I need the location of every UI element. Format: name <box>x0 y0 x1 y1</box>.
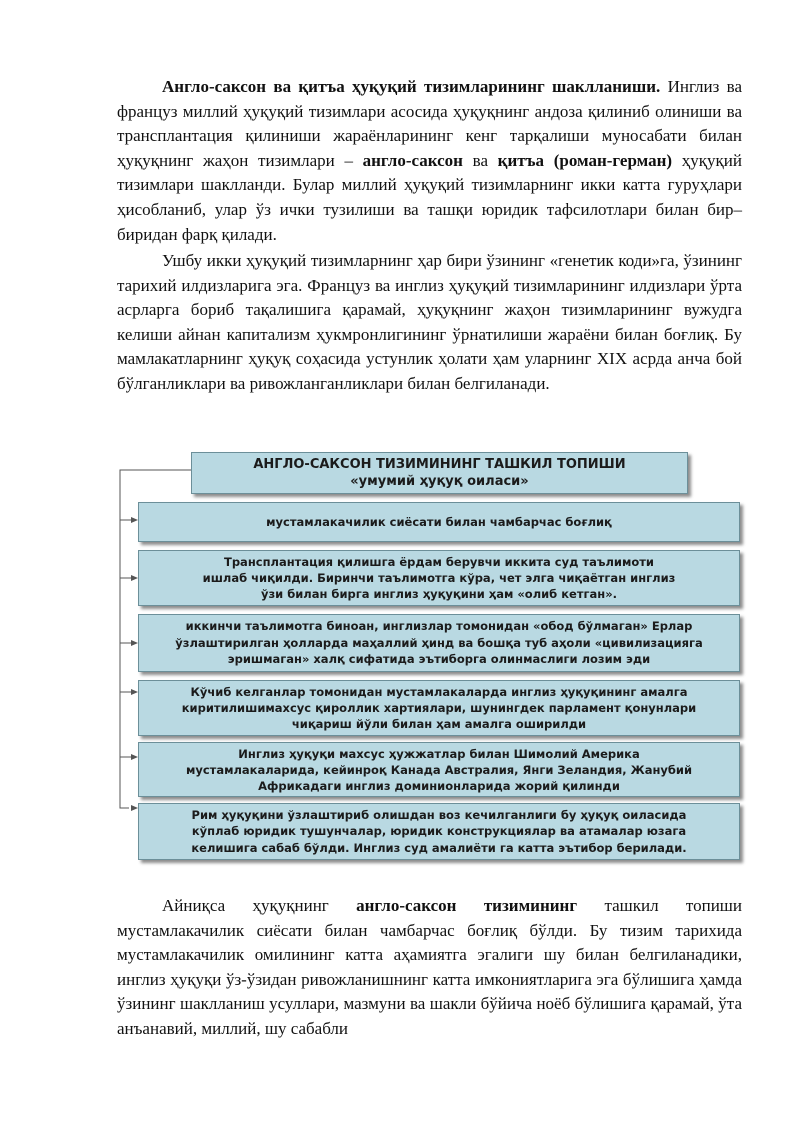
paragraph-colonial <box>117 894 742 1042</box>
bold-term: англо-саксон <box>362 150 463 170</box>
paragraph-text: Ушбу икки ҳуқуқий тизимларнинг ҳар бири ўзининг «генетик коди»га, ўзининг тарихий илдизларига эга. Француз ва инглиз ҳуқуқий тизимларининг илдизлари ўрта асрларга бориб тақалишига қарамай, ҳуқуқнинг жаҳон тизимларининг вужудга келиши айнан капитализм ҳукмронлигининг ўрнатилиши жараёни билан боғлиқ. Бу мамлакатларнинг ҳуқуқ соҳасида устунлик ҳолати ҳам уларнинг XIX асрда анча бой бўлганликлари ва ривожланганликлари билан белгиланади. <box>117 251 742 393</box>
diagram-box: Трансплантация қилишга ёрдам берувчи иккита суд таълимоти ишлаб чиқилди. Биринчи таълимотга кўра, чет элга чиқаётган инглиз ўзи билан бирга инглиз ҳуқуқини ҳам «олиб кетган». <box>138 550 740 606</box>
arrow-head <box>131 640 138 646</box>
diagram-box: иккинчи таълимотга биноан, инглизлар томонидан «обод бўлмаган» Ерлар ўзлаштирилган ҳолларда маҳаллий ҳинд ва бошқа туб аҳоли «цивилизацияга эришмаган» халқ сифатида эътиборга олинмаслиги лозим эди <box>138 614 740 672</box>
bold-term: англо-саксон тизимининг <box>356 896 578 915</box>
arrow-head <box>131 517 138 523</box>
diagram-box: Кўчиб келганлар томонидан мустамлакаларда инглиз ҳуқуқининг амалга киритилишимахсус қироллик хартиялари, шунингдек парламент қонунлари чиқариш йўли билан ҳам амалга оширилди <box>138 680 740 736</box>
arrow-head <box>131 805 138 811</box>
section-heading: Англо-саксон ва қитъа ҳуқуқий тизимларининг шаклланиши. <box>162 77 661 96</box>
diagram-title-box: АНГЛО-САКСОН ТИЗИМИНИНГ ТАШКИЛ ТОПИШИ «умумий ҳуқуқ оиласи» <box>191 452 688 494</box>
paragraph-text: ҳуқуқий тизимлари шаклланди. Булар миллий ҳуқуқий тизимларнинг икки катта гуруҳлари ҳисобланиб, улар ўз ички тузилиши ва ташқи юридик тафсилотлари билан бир– биридан фарқ қилади. <box>117 150 742 244</box>
paragraph-text: Айниқса ҳуқуқнинг <box>162 896 357 915</box>
paragraph-text: ва <box>462 150 498 170</box>
paragraph-text: ташкил топиши мустамлакачилик сиёсати билан чамбарчас боғлиқ бўлди. Бу тизим тарихида мустамлакачилик омилининг катта аҳамиятга эгалиги шу билан белгиланадики, инглиз ҳуқуқи ўз-ўзидан ривожланишнинг катта имкониятларига эга бўлишига ҳамда ўзининг шаклланиш усуллари, мазмуни ва шакли бўйича ноёб бўлишига қарамай, ўта анъанавий, миллий, шу сабабли <box>117 896 742 1038</box>
arrow-head <box>131 689 138 695</box>
arrow-head <box>131 575 138 581</box>
diagram-box: Рим ҳуқуқини ўзлаштириб олишдан воз кечилганлиги бу ҳуқуқ оиласида кўплаб юридик тушунчалар, юридик конструкциялар ва атамалар юзага келишига сабаб бўлди. Инглиз суд амалиёти га катта эътибор берилади. <box>138 803 740 860</box>
arrow-head <box>131 754 138 760</box>
diagram-box: мустамлакачилик сиёсати билан чамбарчас боғлиқ <box>138 502 740 542</box>
diagram-box: Инглиз ҳуқуқи махсус ҳужжатлар билан Шимолий Америка мустамлакаларида, кейинроқ Канада Австралия, Янги Зеландия, Жанубий Африкадаги инглиз доминионларида жорий қилинди <box>138 742 740 797</box>
paragraph-text: Инглиз ва француз миллий ҳуқуқий тизимлари асосида ҳуқуқнинг андоза қилиниб олиниши ва трансплантация қилиниши жараёнларининг кенг тарқалиши муносабати билан ҳуқуқнинг жаҳон тизимлари – <box>117 77 742 170</box>
bold-term: қитъа (роман-герман) <box>497 150 673 170</box>
